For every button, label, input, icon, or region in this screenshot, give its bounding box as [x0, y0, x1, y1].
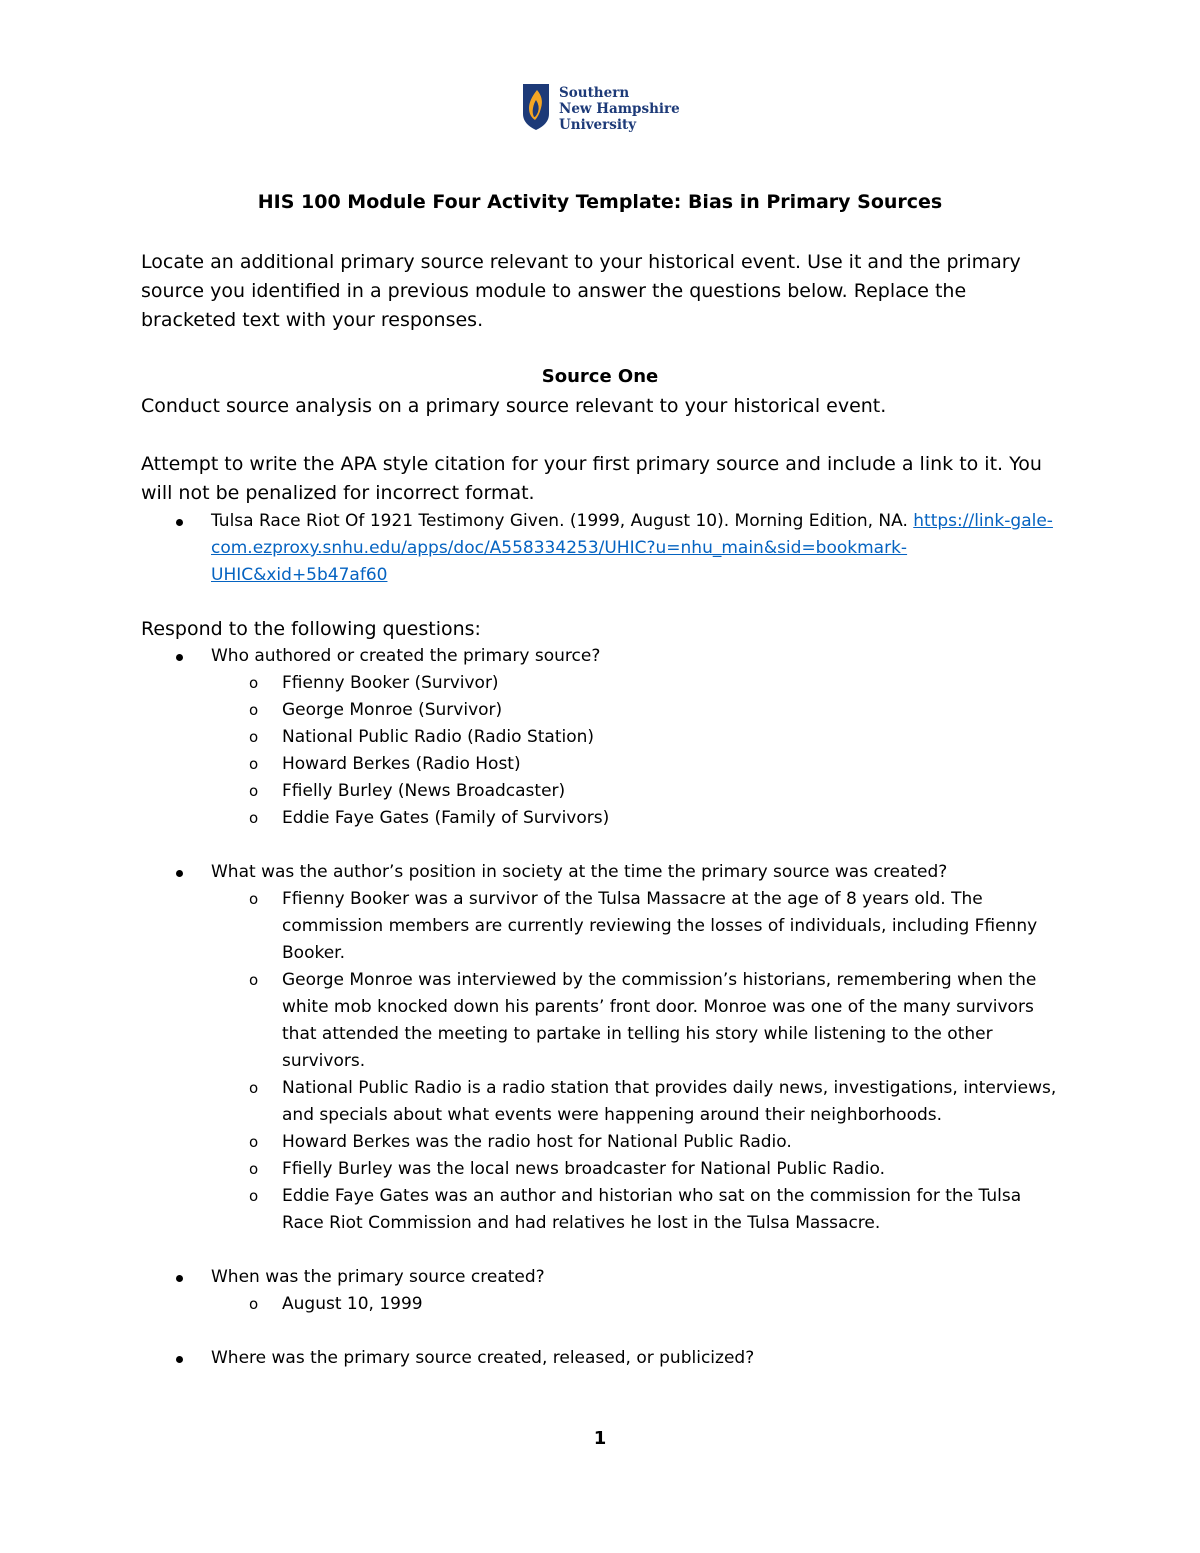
spacer — [141, 1237, 1061, 1264]
university-logo — [523, 84, 680, 133]
circle-bullet-icon: o — [249, 1295, 259, 1313]
bullet-icon — [176, 519, 183, 526]
answer-text: Ffielly Burley was the local news broadcaster for National Public Radio. — [282, 1159, 885, 1179]
answer-text: George Monroe (Survivor) — [282, 700, 503, 720]
question-text: What was the author’s position in society at the time the primary source was created? — [211, 862, 948, 882]
citation-link[interactable]: https://link-gale-com.ezproxy.snhu.edu/apps/doc/A558334253/UHIC?u=nhu_main&sid=bookmark-UHIC&xid+5b47af60 — [211, 511, 1053, 585]
circle-bullet-icon: o — [249, 890, 259, 908]
circle-bullet-icon: o — [249, 971, 259, 989]
answer-text: George Monroe was interviewed by the commission’s historians, remembering when the white mob knocked down his parents’ front door. Monroe was one of the many survivors that attended the meeting to partake in telling his story while listening to the other survivors. — [282, 970, 1037, 1071]
circle-bullet-icon: o — [249, 1079, 259, 1097]
citation-item — [141, 508, 1061, 589]
citation-prompt: Attempt to write the APA style citation for your first primary source and include a link to it. You will not be penalized for incorrect format. — [141, 453, 1042, 504]
answer-text: National Public Radio is a radio station that provides daily news, investigations, interviews, and specials about what events were happening around their neighborhoods. — [282, 1078, 1057, 1125]
answer-item — [141, 697, 1061, 724]
answer-text: Howard Berkes was the radio host for National Public Radio. — [282, 1132, 792, 1152]
answer-item — [141, 967, 1061, 1075]
logo-line-3: University — [559, 117, 637, 133]
question-item — [141, 859, 1061, 886]
question-item — [141, 1264, 1061, 1291]
bullet-icon — [176, 1356, 183, 1363]
answer-item — [141, 751, 1061, 778]
answer-item — [141, 805, 1061, 832]
answer-item — [141, 1183, 1061, 1237]
spacer — [141, 1318, 1061, 1345]
intro-paragraph: Locate an additional primary source relevant to your historical event. Use it and the primary source you identified in a previous module to answer the questions below. Replace the bracketed text with your responses. — [141, 251, 1021, 331]
citation-list — [141, 508, 1061, 589]
answer-text: Ffielly Burley (News Broadcaster) — [282, 781, 566, 801]
answer-text: August 10, 1999 — [282, 1294, 423, 1314]
circle-bullet-icon: o — [249, 809, 259, 827]
answer-item — [141, 1129, 1061, 1156]
circle-bullet-icon: o — [249, 1160, 259, 1178]
source-instruction: Conduct source analysis on a primary source relevant to your historical event. — [141, 395, 887, 417]
answer-item — [141, 670, 1061, 697]
answer-text: Eddie Faye Gates (Family of Survivors) — [282, 808, 610, 828]
bullet-icon — [176, 870, 183, 877]
circle-bullet-icon: o — [249, 674, 259, 692]
answer-text: National Public Radio (Radio Station) — [282, 727, 595, 747]
circle-bullet-icon: o — [249, 755, 259, 773]
question-text: Who authored or created the primary source? — [211, 646, 601, 666]
respond-heading: Respond to the following questions: — [141, 618, 481, 640]
circle-bullet-icon: o — [249, 782, 259, 800]
question-text: When was the primary source created? — [211, 1267, 545, 1287]
logo-wordmark — [559, 85, 680, 133]
answer-item — [141, 886, 1061, 967]
circle-bullet-icon: o — [249, 701, 259, 719]
spacer — [141, 832, 1061, 859]
answer-text: Ffienny Booker was a survivor of the Tulsa Massacre at the age of 8 years old. The commission members are currently reviewing the losses of individuals, including Ffienny Booker. — [282, 889, 1038, 963]
circle-bullet-icon: o — [249, 1133, 259, 1151]
answer-item — [141, 724, 1061, 751]
logo-line-2: New Hampshire — [559, 101, 680, 117]
circle-bullet-icon: o — [249, 728, 259, 746]
question-item — [141, 643, 1061, 670]
circle-bullet-icon: o — [249, 1187, 259, 1205]
shield-flame-icon — [523, 84, 549, 130]
logo-line-1: Southern — [559, 85, 630, 101]
citation-text: Tulsa Race Riot Of 1921 Testimony Given. (1999, August 10). Morning Edition, NA. — [211, 511, 908, 531]
answer-item — [141, 778, 1061, 805]
source-one-heading: Source One — [541, 366, 659, 387]
answer-item — [141, 1075, 1061, 1129]
document-title: HIS 100 Module Four Activity Template: Bias in Primary Sources — [257, 191, 943, 213]
bullet-icon — [176, 1275, 183, 1282]
bullet-icon — [176, 654, 183, 661]
question-list — [141, 643, 1061, 1372]
answer-text: Eddie Faye Gates was an author and historian who sat on the commission for the Tulsa Race Riot Commission and had relatives he lost in the Tulsa Massacre. — [282, 1186, 1022, 1233]
page-number: 1 — [593, 1428, 607, 1449]
answer-item — [141, 1291, 1061, 1318]
answer-item — [141, 1156, 1061, 1183]
answer-text: Howard Berkes (Radio Host) — [282, 754, 521, 774]
question-text: Where was the primary source created, released, or publicized? — [211, 1348, 755, 1368]
answer-text: Ffienny Booker (Survivor) — [282, 673, 499, 693]
question-item — [141, 1345, 1061, 1372]
